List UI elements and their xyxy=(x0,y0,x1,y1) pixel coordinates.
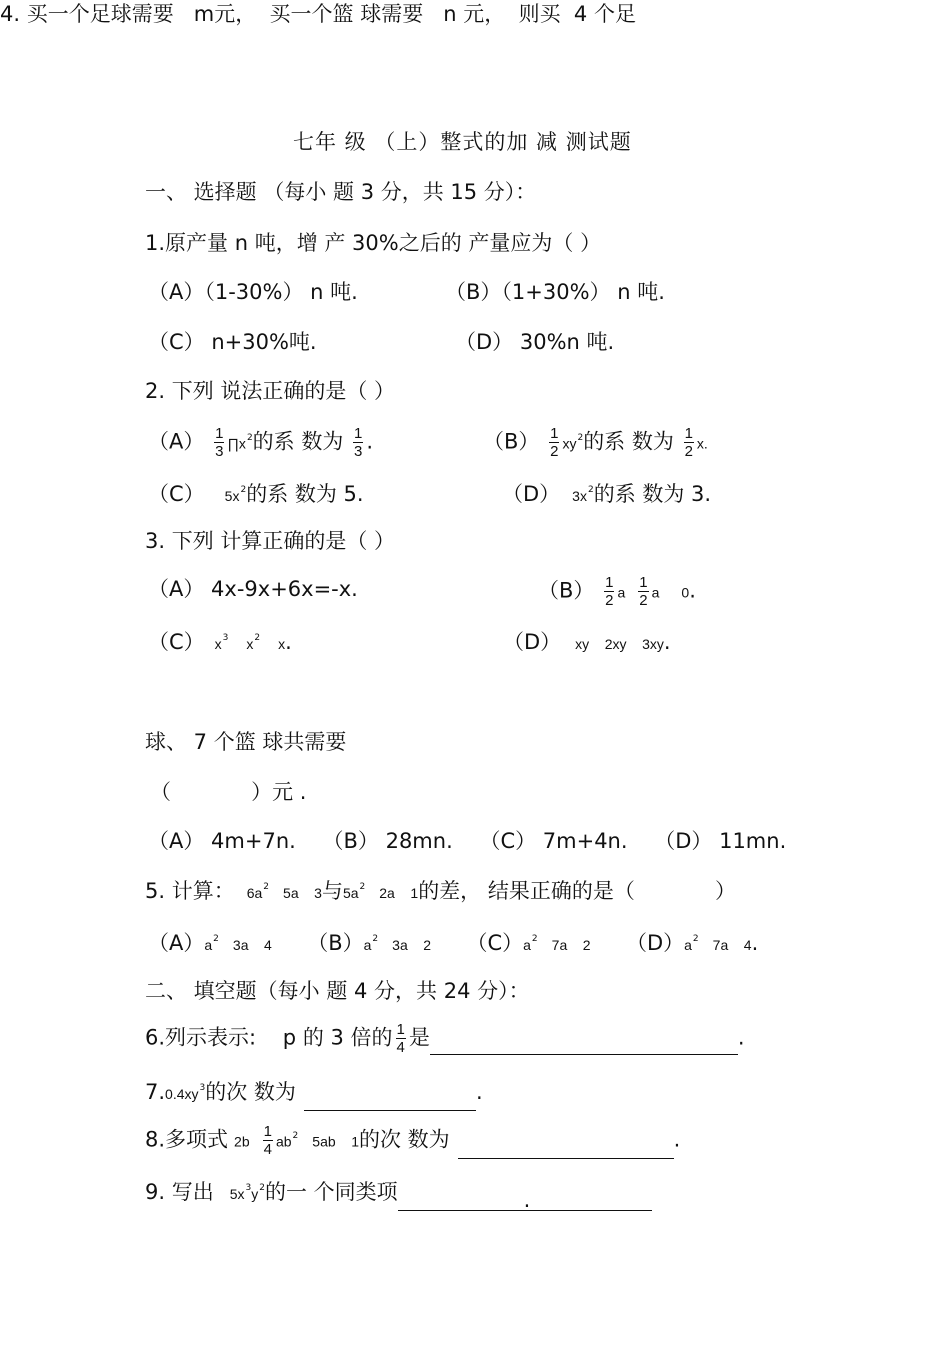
q2-a-exponent: 2 xyxy=(246,432,253,443)
q5-d-exp: 2 xyxy=(692,934,699,944)
q2-a-mid: 的系 数为 xyxy=(252,429,344,454)
q5-d-a: a xyxy=(684,937,692,953)
q4-line-1: 4. 买一个足球需要 m元， 买一个篮 球需要 n 元， 则买 4 个足 xyxy=(0,2,636,26)
q8-term3: 5ab 1 xyxy=(312,1133,359,1150)
q2-a-fraction xyxy=(214,426,224,459)
q3-option-b xyxy=(538,575,696,608)
q5-d-end: . xyxy=(751,931,759,955)
q5-c-rest: 7a 2 xyxy=(551,937,591,953)
q6-end: . xyxy=(737,1025,745,1050)
q5-expr1-a: 6a xyxy=(246,885,263,901)
q3-option-d xyxy=(503,628,671,658)
q1-option-d: （D） 30%n 吨. xyxy=(455,330,615,354)
q3-stem: 3. 下列 计算正确的是（ ） xyxy=(145,529,396,553)
page-title: 七年 级 （上）整式的加 减 测试题 xyxy=(293,130,632,154)
q5-expr2-b: 2a 1 xyxy=(379,885,419,901)
q2-c-label: （C） xyxy=(148,482,205,506)
q3-d-label: （D） xyxy=(503,630,562,654)
q8-suffix: 的次 数为 xyxy=(358,1127,450,1152)
section-choice-heading: 一、 选择题 （每小 题 3 分，共 15 分）： xyxy=(145,180,537,204)
q7-end: . xyxy=(475,1080,483,1104)
q9-dot: . xyxy=(523,1188,531,1212)
q1-option-b: （B）（1+30%） n 吨. xyxy=(445,280,665,304)
q7-suffix: 的次 数为 xyxy=(205,1080,296,1104)
q2-c-text: 的系 数为 5. xyxy=(246,482,364,506)
q4-options: （A） 4m+7n. （B） 28mn. （C） 7m+4n. （D） 11mn. xyxy=(148,829,787,853)
q2-a-label: （A） xyxy=(148,429,205,454)
q3-b-frac-num: 1 xyxy=(605,574,614,591)
q5-expr1-exp: 2 xyxy=(263,882,270,892)
q1-option-a: （A）（1-30%） n 吨. xyxy=(148,280,358,304)
q8-frac-num: 1 xyxy=(263,1123,272,1140)
q2-a-end: . xyxy=(366,429,374,454)
section-fill-heading: 二、 填空题（每小 题 4 分，共 24 分）： xyxy=(145,979,530,1003)
q2-option-c xyxy=(148,480,364,513)
q9-answer-blank[interactable] xyxy=(398,1190,652,1211)
q7-prefix: 7. xyxy=(145,1080,166,1104)
q8-fraction xyxy=(263,1124,273,1157)
q2-b-frac2-num: 1 xyxy=(684,425,693,442)
q9-term1: 5x xyxy=(229,1186,245,1202)
q6-frac-den: 4 xyxy=(396,1039,405,1056)
q8-prefix: 8.多项式 xyxy=(145,1127,229,1152)
q6 xyxy=(145,1022,745,1055)
q5-c-a: a xyxy=(523,937,531,953)
q5-a-a: a xyxy=(204,937,213,953)
q5-stem xyxy=(145,877,736,910)
q2-option-b xyxy=(483,426,708,461)
q5-suffix: 的差， 结果正确的是（ ） xyxy=(418,879,736,903)
q6-answer-blank[interactable] xyxy=(430,1034,738,1055)
q5-d-rest: 7a 4 xyxy=(712,937,752,953)
q2-b-frac-den: 2 xyxy=(550,443,559,460)
q2-c-math: 5x xyxy=(224,488,240,504)
q2-b-label: （B） xyxy=(483,429,540,454)
q2-c-exponent: 2 xyxy=(240,485,247,495)
q6-prefix: 6.列示表示: p 的 3 倍的 xyxy=(145,1025,393,1050)
q8-term1: 2b xyxy=(234,1133,250,1150)
q2-option-a xyxy=(148,426,373,461)
q3-c-label: （C） xyxy=(148,630,205,654)
q9 xyxy=(145,1178,652,1211)
q3-b-label: （B） xyxy=(538,578,595,603)
q1-option-c: （C） n+30%吨. xyxy=(148,330,317,354)
q9-term2: y xyxy=(251,1186,259,1202)
q3-c-x1: x xyxy=(214,636,222,652)
q5-c-label: （C） xyxy=(466,931,524,955)
q5-d-label: （D） xyxy=(625,931,685,955)
q2-d-label: （D） xyxy=(502,482,561,506)
q2-b-symbol: xy xyxy=(562,435,577,452)
q2-b-fraction xyxy=(549,426,559,459)
q2-a-frac-num: 1 xyxy=(215,425,224,442)
q2-a-frac-den: 3 xyxy=(215,443,224,460)
q3-b-frac2-den: 2 xyxy=(639,592,648,609)
q2-a-frac2-num: 1 xyxy=(354,425,363,442)
q3-c-x3: x xyxy=(278,636,286,652)
q4-line-2: 球、 7 个篮 球共需要 xyxy=(145,730,347,754)
q2-a-symbol: ∏x xyxy=(227,435,246,452)
q3-c-x2: x xyxy=(246,636,254,652)
q5-a-rest: 3a 4 xyxy=(232,937,272,953)
q2-a-fraction-2 xyxy=(353,426,363,459)
q5-a-exp: 2 xyxy=(213,934,219,944)
q3-b-a1: a xyxy=(617,584,626,601)
q5-expr2-exp: 2 xyxy=(359,882,366,892)
q5-options xyxy=(148,929,758,962)
q9-exp2: 2 xyxy=(259,1183,265,1193)
q5-expr2-a: 5a xyxy=(342,885,359,901)
q2-stem: 2. 下列 说法正确的是（ ） xyxy=(145,379,396,403)
q6-fraction xyxy=(396,1022,406,1055)
q3-b-end: . xyxy=(689,578,696,603)
q2-b-fraction-2 xyxy=(684,426,694,459)
q5-a-label: （A） xyxy=(148,931,205,955)
q3-option-a: （A） 4x-9x+6x=-x. xyxy=(148,577,358,601)
q5-expr1-b: 5a 3 xyxy=(283,885,322,901)
q9-prefix: 9. 写出 xyxy=(145,1180,214,1204)
q1-stem: 1.原产量 n 吨，增 产 30%之后的 产量应为（ ） xyxy=(145,231,602,255)
q3-b-fraction xyxy=(604,575,614,608)
q3-option-c xyxy=(148,628,292,661)
q3-c-end: . xyxy=(285,630,292,654)
q5-b-rest: 3a 2 xyxy=(392,937,432,953)
q5-prefix: 5. 计算： xyxy=(145,879,235,903)
q3-b-a2: a xyxy=(651,584,660,601)
q8-term2: ab xyxy=(275,1133,292,1150)
q3-d-math: xy 2xy 3xy xyxy=(575,636,664,652)
q3-b-frac2-num: 1 xyxy=(639,574,648,591)
q7-math: 0.4xy xyxy=(165,1086,199,1102)
q9-exp1: 3 xyxy=(245,1183,252,1193)
q7-answer-blank[interactable] xyxy=(304,1090,476,1111)
q2-d-text: 的系 数为 3. xyxy=(593,482,712,506)
q8-end: . xyxy=(673,1127,681,1152)
q3-b-fraction-2 xyxy=(638,575,648,608)
q8-answer-blank[interactable] xyxy=(458,1138,674,1159)
q5-c-exp: 2 xyxy=(531,934,538,944)
q8 xyxy=(145,1124,680,1159)
q3-c-e2: 2 xyxy=(254,633,261,643)
q3-c-e1: 3 xyxy=(222,633,229,643)
q3-d-end: . xyxy=(663,630,671,654)
q2-b-frac2-den: 2 xyxy=(684,443,693,460)
q2-option-d xyxy=(502,480,711,513)
q7-exp: 3 xyxy=(199,1083,206,1093)
q9-suffix: 的一 个同类项 xyxy=(264,1180,398,1204)
q8-frac-den: 4 xyxy=(263,1141,272,1158)
q3-b-tail: 0 xyxy=(681,584,690,601)
q5-b-a: a xyxy=(363,937,372,953)
q6-frac-num: 1 xyxy=(396,1021,405,1038)
q2-d-math: 3x xyxy=(572,488,587,504)
q4-line-3: （ ）元 . xyxy=(150,780,307,804)
q6-suffix: 是 xyxy=(408,1025,430,1050)
q2-b-exponent: 2 xyxy=(577,432,584,443)
q5-b-label: （B） xyxy=(307,931,364,955)
q2-a-frac2-den: 3 xyxy=(354,443,363,460)
q3-b-frac-den: 2 xyxy=(605,592,614,609)
q8-exp: 2 xyxy=(292,1130,299,1141)
q2-b-frac-num: 1 xyxy=(550,425,559,442)
q2-b-mid: 的系 数为 xyxy=(583,429,674,454)
q7 xyxy=(145,1078,483,1111)
q2-b-end: x. xyxy=(696,435,708,452)
q5-b-exp: 2 xyxy=(372,934,379,944)
q2-d-exponent: 2 xyxy=(587,485,594,495)
q5-mid: 与 xyxy=(321,879,343,903)
